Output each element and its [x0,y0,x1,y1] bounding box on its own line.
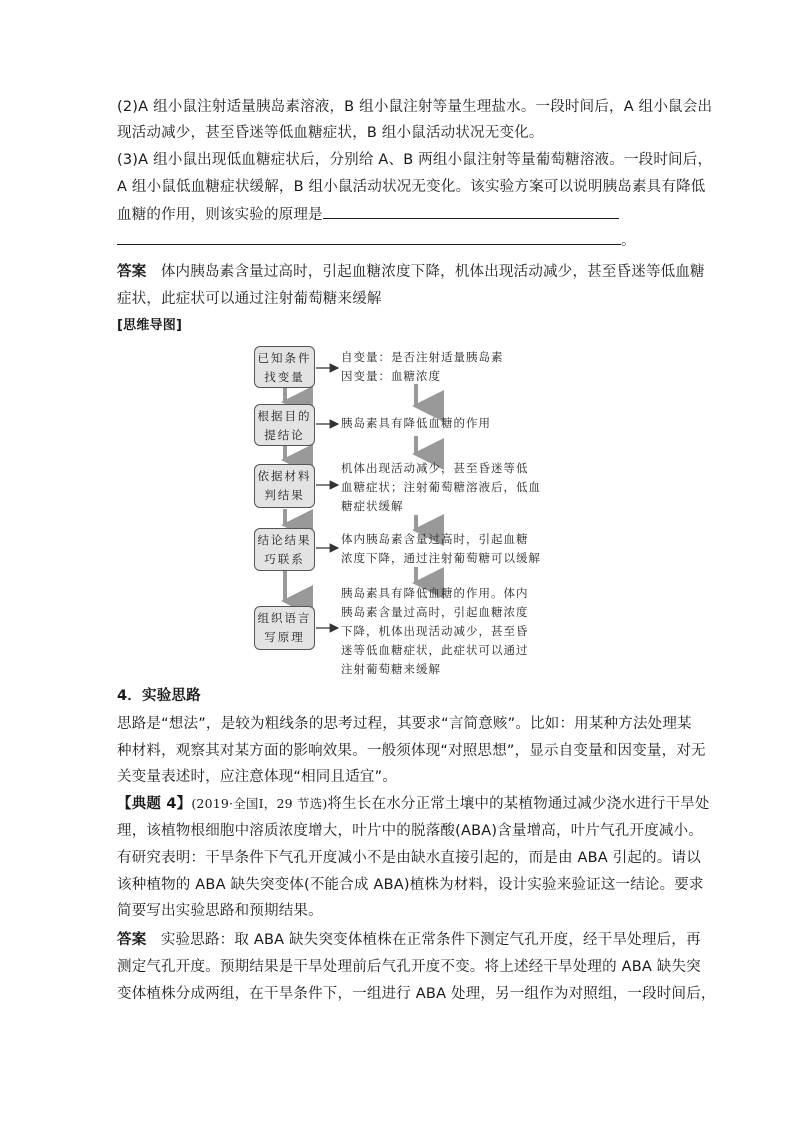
text-5-line-2: 胰岛素含量过高时，引起血糖浓度 [341,605,529,619]
text-4-line-2: 浓度下降，通过注射葡萄糖可以缓解 [341,551,541,565]
text-3-line-1: 机体出现活动减少，甚至昏迷等低 [341,461,529,475]
para-2-line-2: 现活动减少，甚至昏迷等低血糖症状，B 组小鼠活动状况无变化。 [117,125,544,141]
answer-2-line-2: 测定气孔开度。预期结果是干旱处理前后气孔开度不变。将上述经干旱处理的 ABA 缺失突 [117,959,701,975]
box-1-line-2: 找变量 [264,370,305,384]
box-2-line-2: 提结论 [264,428,305,442]
box-1-line-1: 已知条件 [257,351,312,365]
text-5-line-5: 注射葡萄糖来缓解 [341,662,441,676]
answer-1-label: 答案 [117,264,147,280]
box-5-line-2: 写原理 [264,630,305,644]
answer-1-line-2: 症状，此症状可以通过注射葡萄糖来缓解 [117,291,382,307]
mindmap-text-2 [341,414,491,433]
mindmap-text-4 [341,530,541,568]
example-4-line-2: 理，该植物根细胞中溶质浓度增大，叶片中的脱落酸(ABA)含量增高，叶片气孔开度减小。 [117,823,703,839]
para-3-line-3-text: 血糖的作用，则该实验的原理是 [117,207,323,223]
box-4-line-2: 巧联系 [264,552,305,566]
mindmap-box-1 [254,346,315,388]
text-4-line-1: 体内胰岛素含量过高时，引起血糖 [341,532,529,546]
mindmap-text-3 [341,459,541,516]
section-4-title: 4．实验思路 [117,688,201,704]
example-4-label: 【典题 4】 [117,796,192,812]
mindmap-box-3 [254,464,315,508]
text-1-line-2: 因变量：血糖浓度 [341,369,441,383]
text-5-line-4: 迷等低血糖症状，此症状可以通过 [341,643,529,657]
box-3-line-1: 依据材料 [257,469,312,483]
section-4-line-3: 关变量表述时，应注意体现“相同且适宜”。 [117,769,398,785]
mindmap-text-1 [341,348,504,386]
mindmap-box-5 [254,606,315,650]
para-3-line-1: (3)A 组小鼠出现低血糖症状后，分别给 A、B 两组小鼠注射等量葡萄糖溶液。一段时间后， [117,152,713,168]
para-3-line-2: A 组小鼠低血糖症状缓解，B 组小鼠活动状况无变化。该实验方案可以说明胰岛素具有降低 [117,179,706,195]
text-2-line-1: 胰岛素具有降低血糖的作用 [341,416,491,430]
example-4-line-5: 简要写出实验思路和预期结果。 [117,903,323,919]
section-4-line-2: 种材料，观察其对某方面的影响效果。一般须体现“对照思想”，显示自变量和因变量，对无 [117,743,706,759]
para-2-line-1: (2)A 组小鼠注射适量胰岛素溶液，B 组小鼠注射等量生理盐水。一段时间后，A 组小鼠会出 [117,99,713,115]
answer-2-line-1 [117,930,701,950]
answer-2-line-3: 变体植株分成两组，在干旱条件下，一组进行 ABA 处理，另一组作为对照组，一段时间后， [117,986,716,1002]
example-4-source: (2019·全国Ⅰ，29 节选) [191,796,328,811]
answer-1-text-1: 体内胰岛素含量过高时，引起血糖浓度下降，机体出现活动减少，甚至昏迷等低血糖 [160,264,705,280]
answer-2-label: 答案 [117,932,147,948]
box-2-line-1: 根据目的 [257,409,312,423]
box-3-line-2: 判结果 [264,488,305,502]
section-4-line-1: 思路是“想法”，是较为粗线条的思考过程，其要求“言简意赅”。比如：用某种方法处理某 [117,716,692,732]
text-5-line-1: 胰岛素具有降低血糖的作用。体内 [341,586,529,600]
mindmap-heading: [思维导图] [117,318,183,333]
mindmap-box-2 [254,404,315,446]
text-3-line-2: 血糖症状；注射葡萄糖溶液后，低血 [341,480,541,494]
text-3-line-3: 糖症状缓解 [341,499,404,513]
mindmap-text-5 [341,584,529,679]
text-5-line-3: 下降，机体出现活动减少，甚至昏 [341,624,529,638]
mindmap-box-4 [254,528,315,571]
box-5-line-1: 组织语言 [257,611,312,625]
answer-2-text-1: 实验思路：取 ABA 缺失突变体植株在正常条件下测定气孔开度，经干旱处理后，再 [160,932,701,948]
box-4-line-1: 结论结果 [257,533,312,547]
para-3-end-mark: 。 [621,233,636,249]
text-1-line-1: 自变量：是否注射适量胰岛素 [341,350,504,364]
example-4-line-1 [117,794,710,814]
example-4-line-4: 该种植物的 ABA 缺失突变体(不能合成 ABA)植株为材料，设计实验来验证这一结论。要求 [117,877,704,893]
example-4-line-3: 有研究表明：干旱条件下气孔开度减小不是由缺水直接引起的，而是由 ABA 引起的。请以 [117,850,701,866]
example-4-line-1-text: 将生长在水分正常土壤中的某植物通过减少浇水进行干旱处 [327,796,710,812]
